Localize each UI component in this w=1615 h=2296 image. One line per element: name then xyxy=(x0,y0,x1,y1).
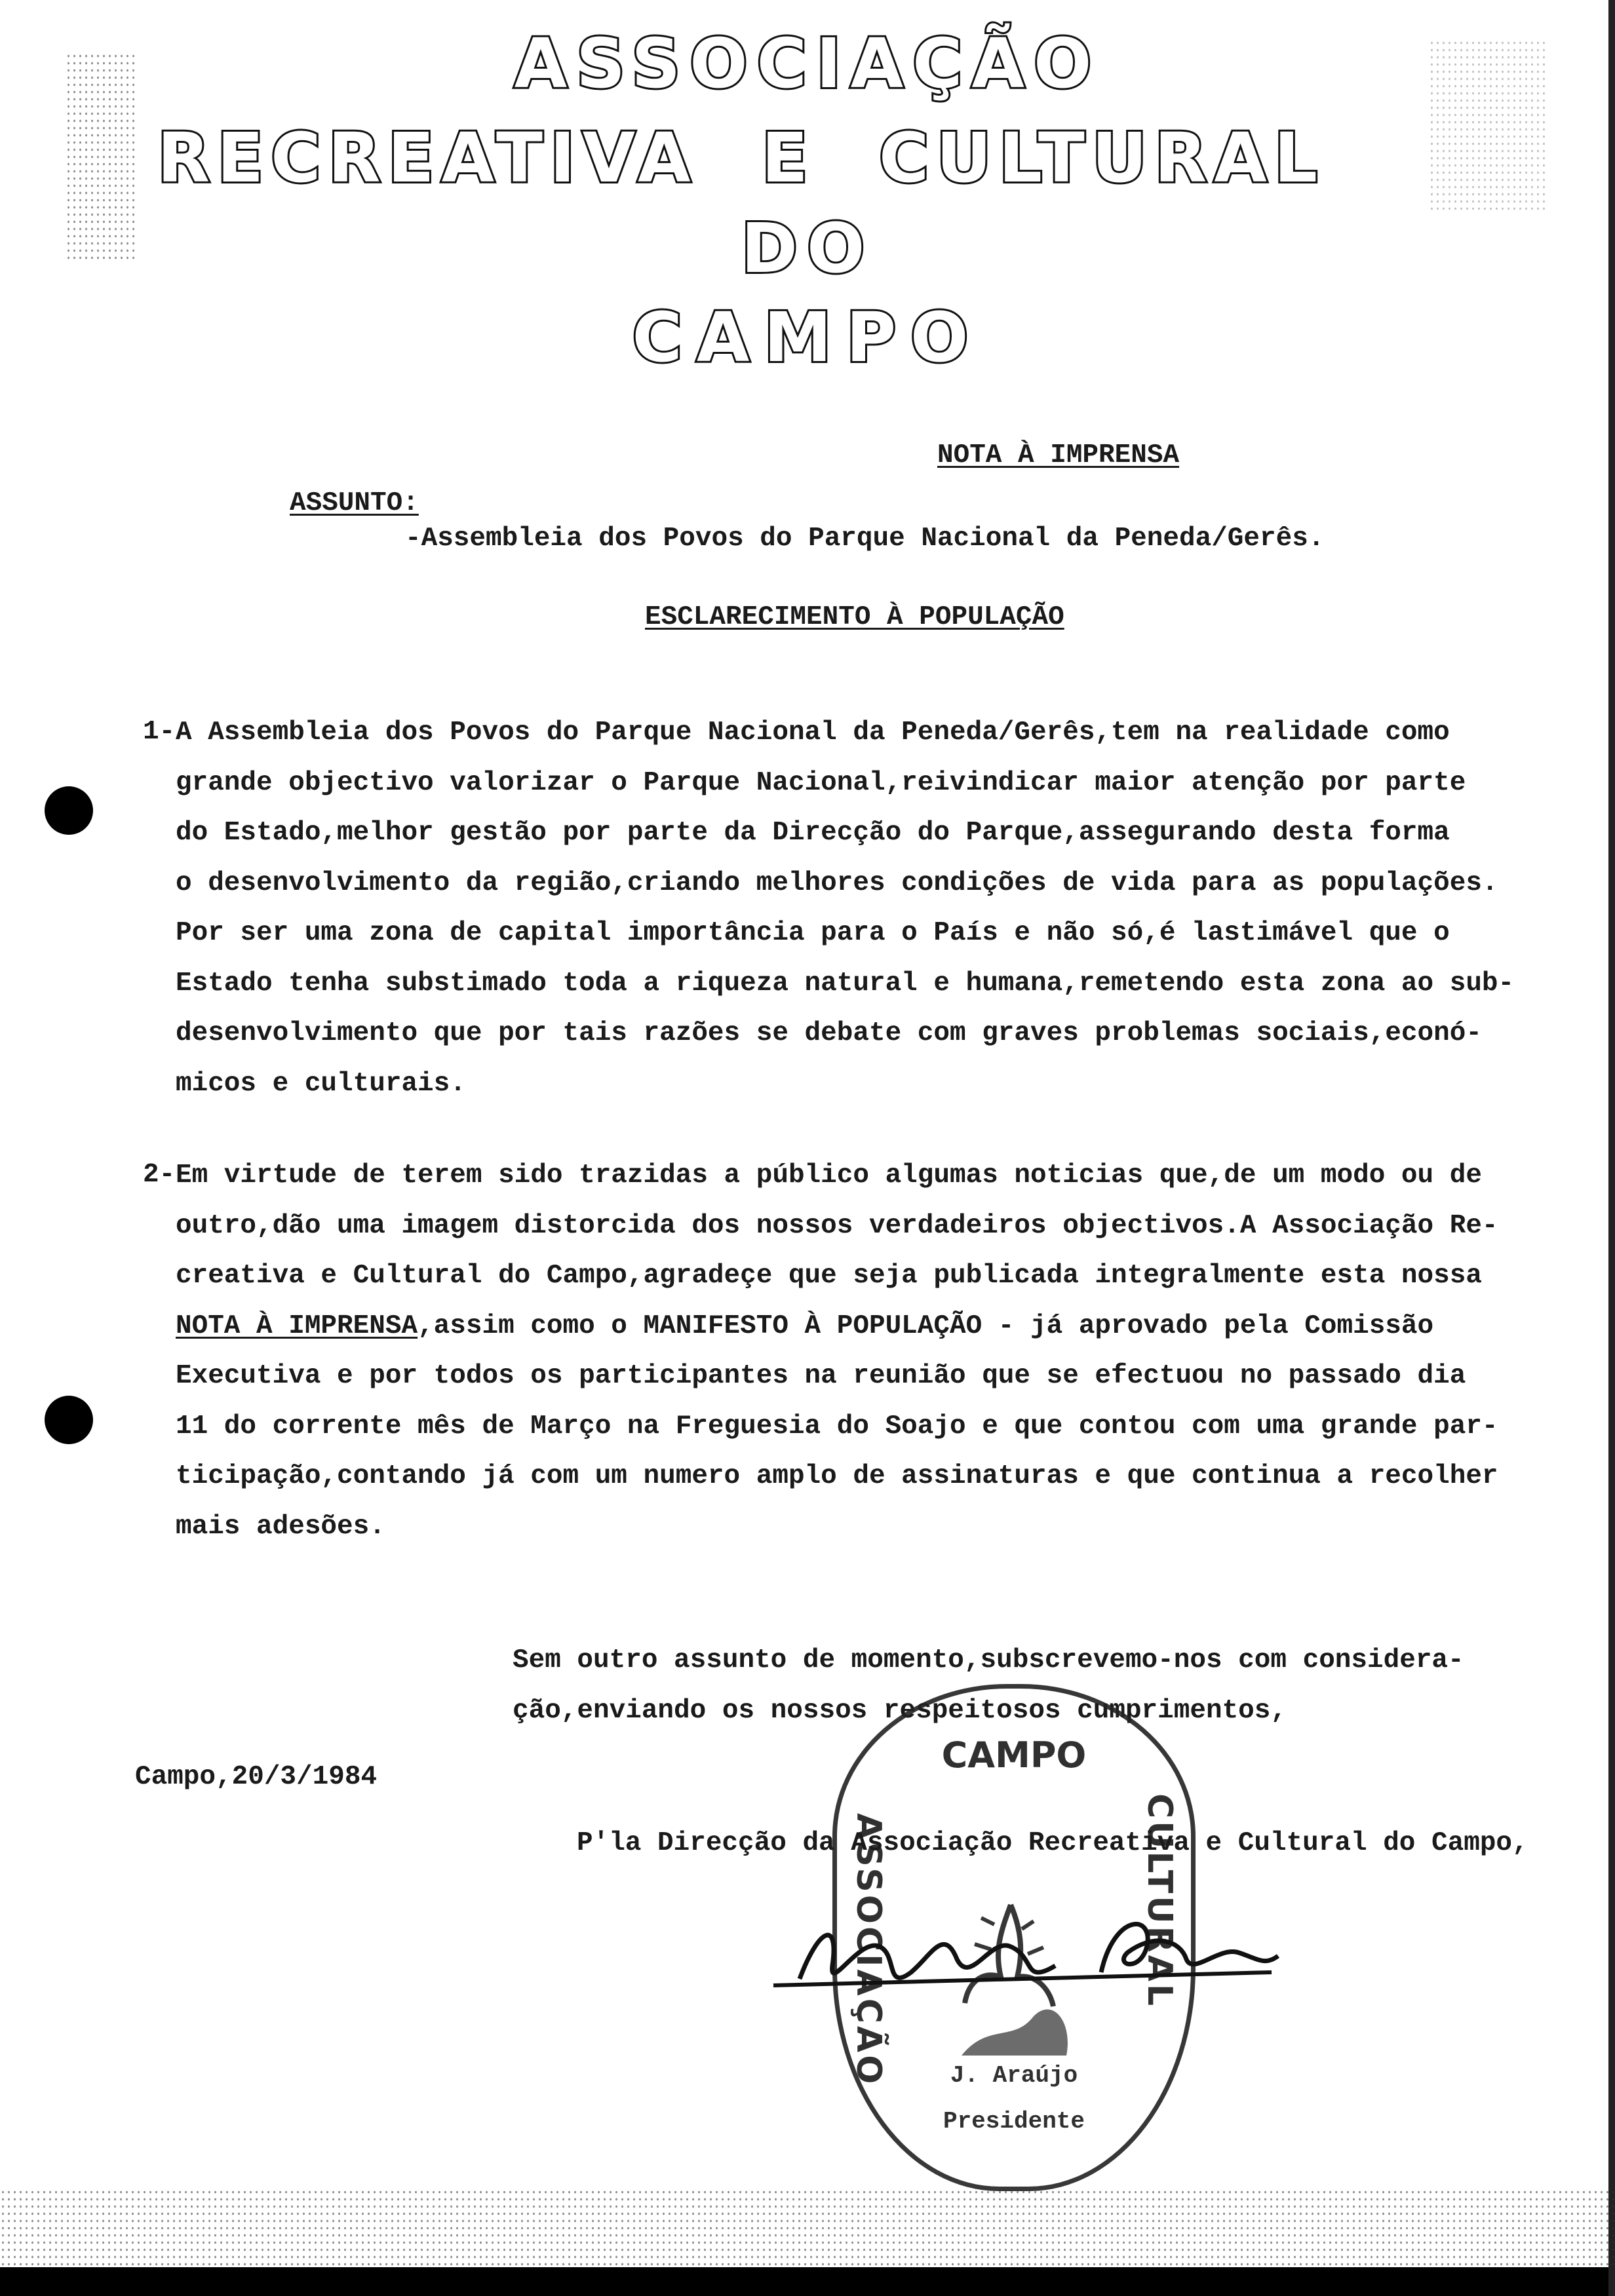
section-title: ESCLARECIMENTO À POPULAÇÃO xyxy=(645,602,1064,632)
signature-icon xyxy=(760,1900,1298,2005)
paragraph-2-line-4-rest: ,assim como o MANIFESTO À POPULAÇÃO - já aprovado pela Comissão xyxy=(418,1311,1434,1341)
paragraph-1-line: o desenvolvimento da região,criando melhores condições de vida para as populações. xyxy=(176,868,1498,898)
paragraph-2-line: creativa e Cultural do Campo,agradeçe que seja publicada integralmente esta nossa xyxy=(176,1261,1482,1291)
signoff: P'la Direcção da Associação Recreativa e Cultural do Campo, xyxy=(577,1828,1528,1858)
closing-line-2: ção,enviando os nossos respeitosos cumprimentos, xyxy=(513,1695,1287,1726)
stamp-top-text: CAMPO xyxy=(941,1734,1087,1776)
paragraph-1-line: grande objectivo valorizar o Parque Nacional,reivindicar maior atenção por parte xyxy=(176,767,1466,798)
paragraph-2-line: ticipação,contando já com um numero amplo de assinaturas e que continua a recolher xyxy=(176,1461,1498,1491)
assunto-label: ASSUNTO: xyxy=(290,488,419,518)
punch-hole-top xyxy=(45,786,93,835)
assunto-text: -Assembleia dos Povos do Parque Nacional da Peneda/Gerês. xyxy=(405,524,1325,554)
nota-title: NOTA À IMPRENSA xyxy=(937,440,1180,470)
header-line-1: ASSOCIAÇÃO xyxy=(514,24,1101,104)
header-line-4: CAMPO xyxy=(632,297,983,377)
paragraph-1-line: Por ser uma zona de capital importância para o País e não só,é lastimável que o xyxy=(176,918,1450,948)
stamp-left-text: ASSOCIAÇÃO xyxy=(849,1813,888,2087)
stamp-name: J. Araújo xyxy=(950,2062,1078,2089)
paragraph-1-number: 1- xyxy=(143,717,176,747)
closing-line-1: Sem outro assunto de momento,subscrevemo-nos com considera- xyxy=(513,1645,1464,1675)
header-line-3: DO xyxy=(741,208,874,288)
paragraph-1-line: micos e culturais. xyxy=(176,1068,466,1099)
paragraph-2-line: mais adesões. xyxy=(176,1511,385,1542)
paragraph-1-line: do Estado,melhor gestão por parte da Direcção do Parque,assegurando desta forma xyxy=(176,818,1450,848)
paragraph-2-line-4 xyxy=(176,1301,1498,1352)
paragraph-2 xyxy=(176,1151,1498,1552)
paragraph-1-line: Estado tenha substimado toda a riqueza natural e humana,remetendo esta zona ao sub- xyxy=(176,968,1515,999)
paragraph-2-line: Executiva e por todos os participantes na reunião que se efectuou no passado dia xyxy=(176,1361,1466,1391)
paragraph-2-line: 11 do corrente mês de Março na Freguesia do Soajo e que contou com uma grande par- xyxy=(176,1411,1498,1442)
paragraph-2-line: Em virtude de terem sido trazidas a público algumas noticias que,de um modo ou de xyxy=(176,1160,1482,1191)
punch-hole-bottom xyxy=(45,1396,93,1444)
nota-imprensa-underlined: NOTA À IMPRENSA xyxy=(176,1311,418,1341)
scan-bottom-edge xyxy=(0,2267,1615,2296)
place-date: Campo,20/3/1984 xyxy=(135,1762,378,1792)
header-line-2: RECREATIVA E CULTURAL xyxy=(157,118,1325,198)
stamp-right-text: CULTURAL xyxy=(1140,1793,1179,2009)
paragraph-2-number: 2- xyxy=(143,1160,176,1190)
stamp-role: Presidente xyxy=(943,2108,1085,2135)
paragraph-1-line: A Assembleia dos Povos do Parque Nacional da Peneda/Gerês,tem na realidade como xyxy=(176,718,1450,748)
paragraph-1 xyxy=(176,708,1514,1109)
scan-noise-bottom xyxy=(0,2189,1615,2267)
paragraph-1-line: desenvolvimento que por tais razões se debate com graves problemas sociais,econó- xyxy=(176,1018,1482,1048)
paragraph-2-line: outro,dão uma imagem distorcida dos nossos verdadeiros objectivos.A Associação Re- xyxy=(176,1210,1498,1241)
